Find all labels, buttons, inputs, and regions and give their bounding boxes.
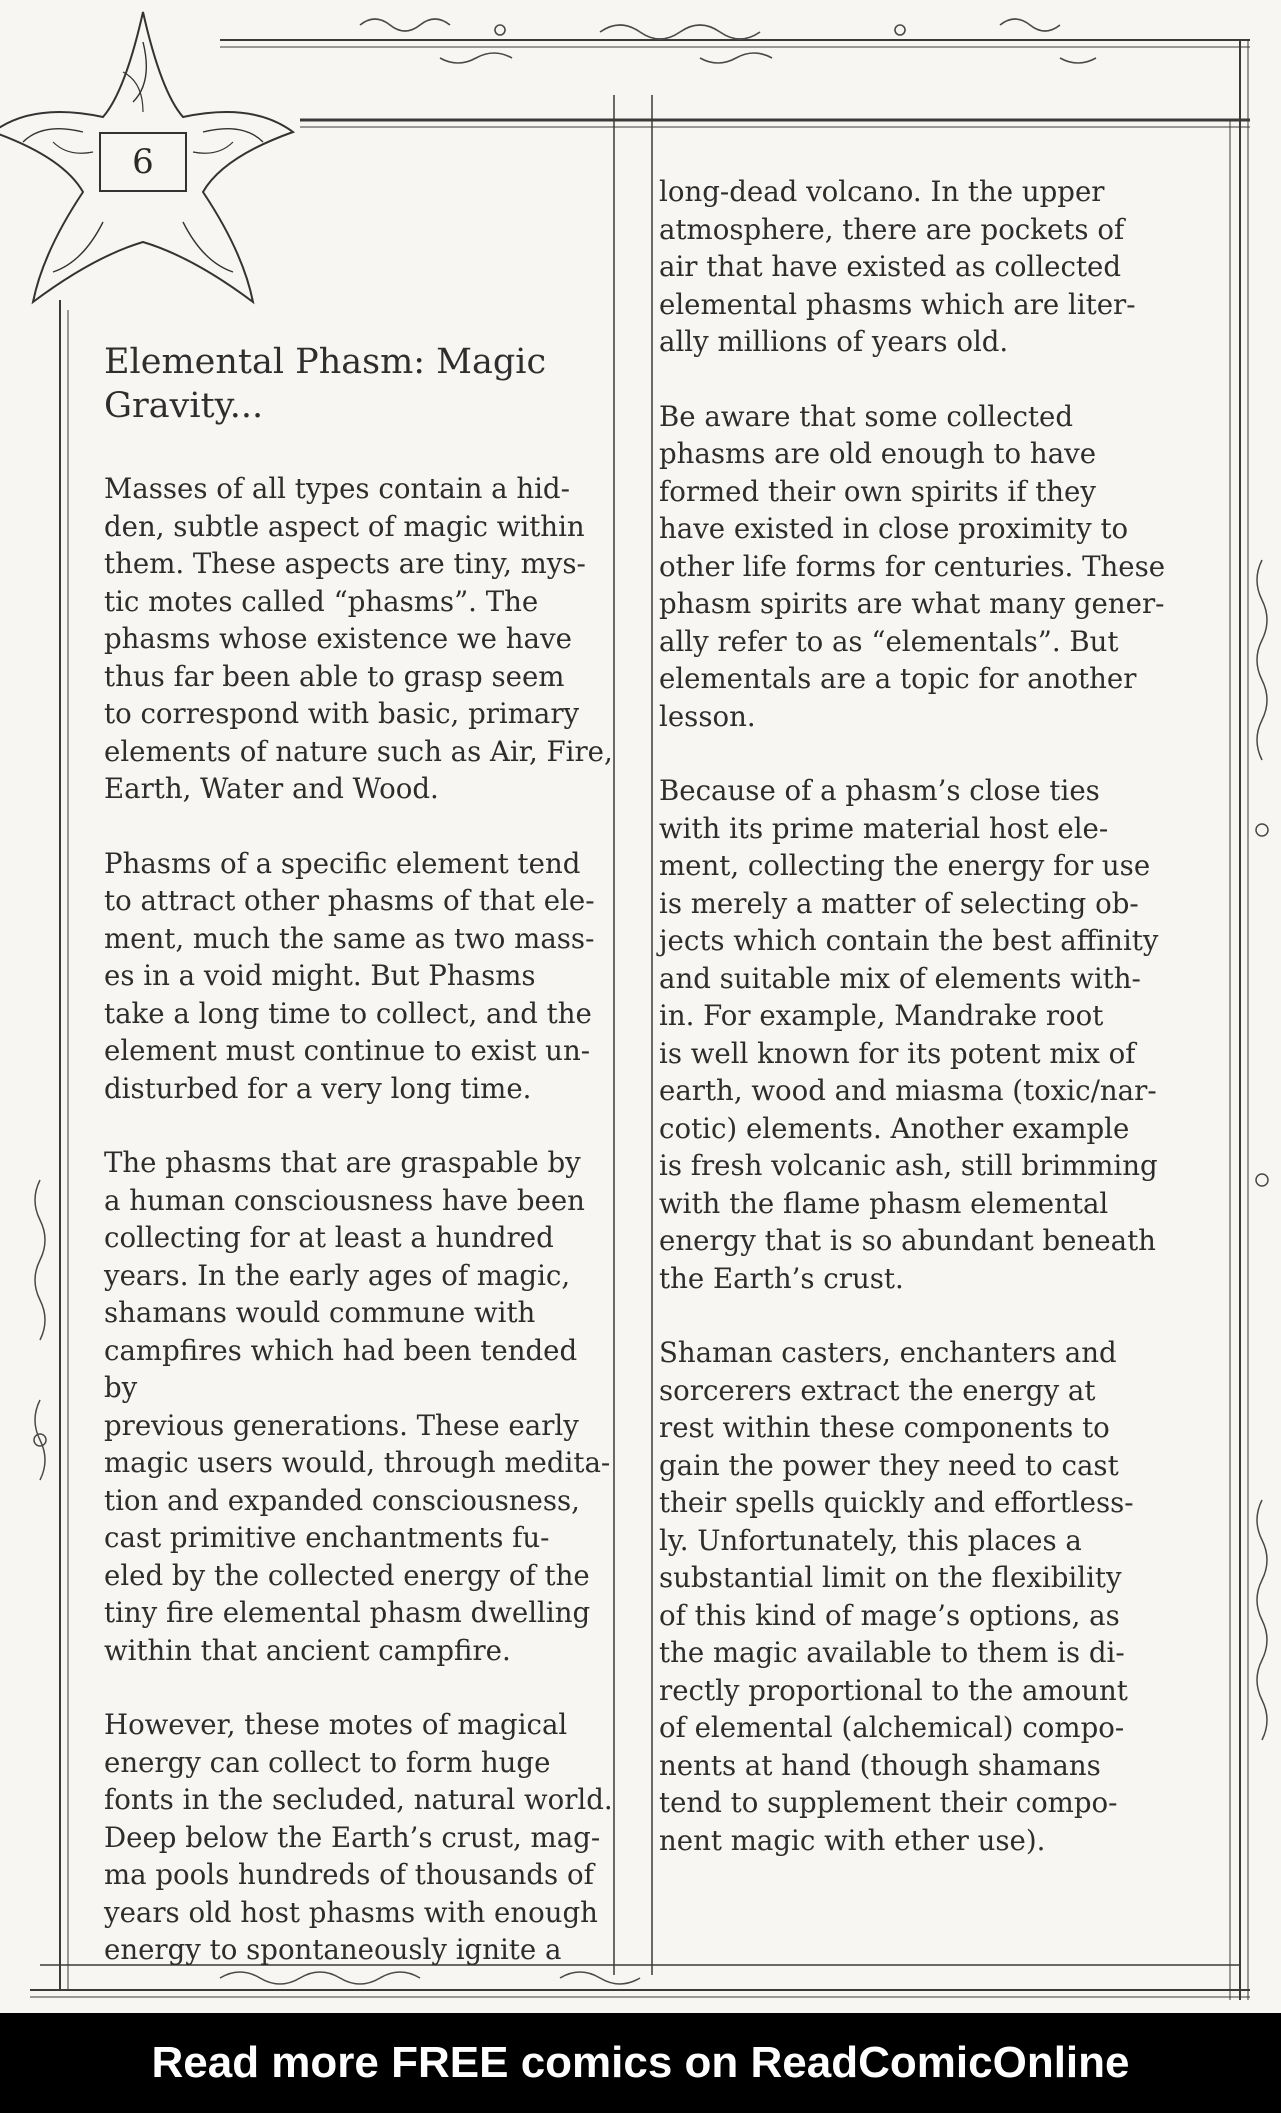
left-text-column (104, 470, 614, 2006)
paragraph: Be aware that some collected phasms are old enough to have formed their own spirits if they have existed in close proximity to other life forms for centuries. These phasm spirits are what many gener- ally refer to as “elementals”. But elementals are a topic for another lesson. (659, 399, 1166, 733)
frame-left-lines (60, 300, 68, 1990)
frame-right-lines (1230, 40, 1248, 2000)
section-heading-line-2: Gravity... (104, 386, 264, 426)
paragraph: The phasms that are graspable by a human consciousness have been collecting for at least a hundred years. In the early ages of magic, shamans would commune with campfires which had been tended by previous generations. These early magic users would, through medita- tion and expanded consciousness, cast primitive enchantments fu- eled by the collected energy of the tiny fire elemental phasm dwelling within that ancient campfire. (104, 1146, 611, 1667)
frame-top-lines (220, 40, 1250, 127)
section-heading (104, 340, 604, 428)
paragraph: Phasms of a specific element tend to attract other phasms of that ele- ment, much the same as two mass- es in a void might. But Phasms take a long time to collect, and the element must continue to exist un- disturbed for a very long time. (104, 846, 595, 1105)
promo-banner-link[interactable]: Read more FREE comics on ReadComicOnline (0, 2013, 1281, 2113)
column-divider (614, 95, 652, 1975)
paragraph: Masses of all types contain a hid- den, subtle aspect of magic within them. These aspects are tiny, mys- tic motes called “phasms”. The phasms whose existence we have thus far been able to grasp seem to correspond with basic, primary elements of nature such as Air, Fire, Earth, Water and Wood. (104, 472, 613, 805)
right-side-vines (1256, 560, 1268, 1740)
page-number: 6 (132, 142, 154, 182)
left-side-vines (34, 1180, 46, 1480)
right-text-column (659, 173, 1174, 1896)
paragraph: However, these motes of magical energy can collect to form huge fonts in the secluded, natural world. Deep below the Earth’s crust, mag- ma pools hundreds of thousands of years old host phasms with enough energy to spontaneously ignite a (104, 1708, 613, 1966)
section-heading-line-1: Elemental Phasm: Magic (104, 342, 547, 382)
paragraph: Because of a phasm’s close ties with its prime material host ele- ment, collecting the energy for use is merely a matter of selecting ob- jects which contain the best affinity and suitable mix of elements with- in. For example, Mandrake root is well known for its potent mix of earth, wood and miasma (toxic/nar- cotic) elements. Another example is fresh volcanic ash, still brimming with the flame phasm elemental energy that is so abundant beneath the Earth’s crust. (659, 774, 1159, 1295)
paragraph: long-dead volcano. In the upper atmosphere, there are pockets of air that have existed as collected elemental phasms which are liter- ally millions of years old. (659, 175, 1136, 358)
paragraph: Shaman casters, enchanters and sorcerers extract the energy at rest within these components to gain the power they need to cast their spells quickly and effortless- ly. Unfortunately, this places a substantial limit on the flexibility of this kind of mage’s options, as the magic available to them is di- rectly proportional to the amount of elemental (alchemical) compo- nents at hand (though shamans tend to supplement their compo- nent magic with ether use). (659, 1336, 1134, 1857)
